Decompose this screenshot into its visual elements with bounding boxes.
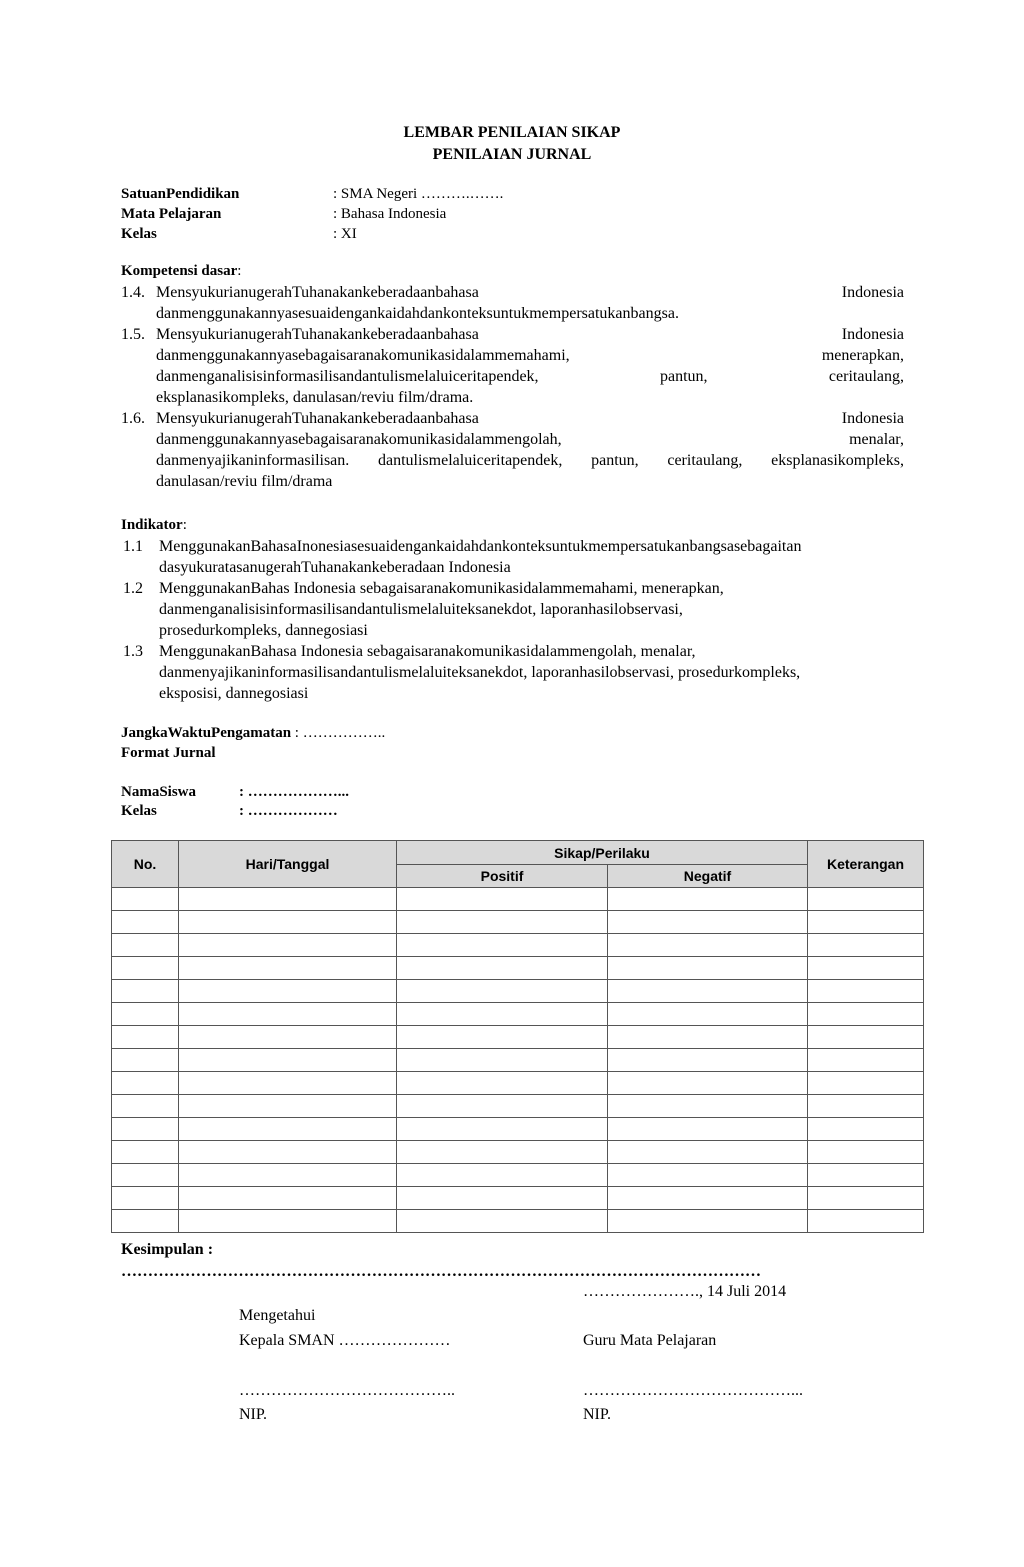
table-row: [112, 1003, 924, 1026]
table-cell: [112, 888, 179, 911]
table-cell: [608, 888, 808, 911]
table-cell: [112, 1118, 179, 1141]
table-cell: [179, 911, 397, 934]
table-row: [112, 888, 924, 911]
item-line: eksplanasikompleks, danulasan/reviu film/drama.: [156, 389, 474, 406]
table-cell: [397, 980, 608, 1003]
table-row: [112, 957, 924, 980]
guru-label: Guru Mata Pelajaran: [583, 1332, 717, 1349]
table-cell: [808, 1187, 924, 1210]
item-line: danulasan/reviu film/drama: [156, 473, 333, 490]
table-cell: [608, 1187, 808, 1210]
table-cell: [112, 1049, 179, 1072]
table-cell: [179, 1118, 397, 1141]
table-row: [112, 1072, 924, 1095]
table-cell: [608, 957, 808, 980]
list-item: [123, 536, 903, 578]
signature-date: …………………., 14 Juli 2014: [583, 1283, 787, 1300]
item-line: MenggunakanBahasa Indonesia sebagaisaranakomunikasidalammengolah, menalar,: [159, 643, 696, 660]
col-header-date: Hari/Tanggal: [179, 841, 397, 888]
table-cell: [808, 1026, 924, 1049]
table-cell: [808, 1210, 924, 1233]
col-header-no: No.: [112, 841, 179, 888]
item-line: danmenggunakannyasebagaisaranakomunikasidalammemahami, menerapkan,: [156, 347, 904, 364]
table-cell: [179, 1187, 397, 1210]
item-line: MensyukurianugerahTuhanakankeberadaanbahasa Indonesia: [156, 326, 904, 343]
mengetahui-label: Mengetahui: [239, 1307, 316, 1324]
indikator-heading: [121, 515, 187, 536]
table-cell: [179, 1026, 397, 1049]
meta-key: Kelas: [121, 226, 157, 242]
item-line: danmenganalisisinformasilisandantulismelaluiceritapendek, pantun, ceritaulang,: [156, 368, 904, 385]
table-cell: [808, 934, 924, 957]
kesimpulan-dots: …………………………………………………………………………………………………………: [121, 1263, 761, 1280]
table-cell: [397, 1003, 608, 1026]
table-cell: [112, 1072, 179, 1095]
table-cell: [179, 888, 397, 911]
table-row: [112, 1210, 924, 1233]
list-item: [123, 578, 903, 641]
table-cell: [179, 1072, 397, 1095]
kepala-sman-label: Kepala SMAN …………………: [239, 1332, 451, 1349]
table-cell: [608, 1118, 808, 1141]
table-cell: [112, 1141, 179, 1164]
table-cell: [397, 1210, 608, 1233]
jangka-value: : ……………..: [294, 725, 386, 741]
table-cell: [397, 957, 608, 980]
table-cell: [808, 1141, 924, 1164]
list-item: [121, 282, 904, 324]
item-line: eksposisi, dannegosiasi: [159, 685, 309, 702]
table-cell: [112, 1003, 179, 1026]
meta-value: : SMA Negeri ……….…….: [333, 186, 504, 202]
indikator-heading-colon: :: [182, 517, 187, 533]
table-cell: [179, 1095, 397, 1118]
table-cell: [397, 1187, 608, 1210]
table-cell: [808, 1118, 924, 1141]
col-header-positif: Positif: [397, 865, 608, 888]
table-row: [112, 1026, 924, 1049]
document-title: LEMBAR PENILAIAN SIKAP: [403, 124, 621, 141]
col-header-sikap: Sikap/Perilaku: [397, 841, 808, 865]
table-cell: [808, 911, 924, 934]
table-cell: [608, 1003, 808, 1026]
item-line: dasyukuratasanugerahTuhanakankeberadaan Indonesia: [159, 559, 511, 576]
table-cell: [608, 1072, 808, 1095]
table-cell: [112, 911, 179, 934]
meta-value: : Bahasa Indonesia: [333, 206, 447, 222]
table-cell: [608, 1210, 808, 1233]
table-cell: [397, 1118, 608, 1141]
jurnal-table: [111, 840, 924, 1233]
table-cell: [608, 1049, 808, 1072]
format-jurnal-label: Format Jurnal: [121, 745, 216, 761]
table-cell: [608, 934, 808, 957]
col-header-negatif: Negatif: [608, 865, 808, 888]
item-line: MensyukurianugerahTuhanakankeberadaanbahasa Indonesia: [156, 284, 904, 301]
list-item: [123, 641, 903, 704]
table-cell: [179, 934, 397, 957]
table-row: [112, 934, 924, 957]
col-header-keterangan: Keterangan: [808, 841, 924, 888]
table-cell: [608, 1164, 808, 1187]
item-number: 1.3: [123, 643, 143, 660]
table-cell: [112, 1210, 179, 1233]
kesimpulan-label: Kesimpulan :: [121, 1241, 214, 1258]
meta-value: : XI: [333, 226, 357, 242]
table-cell: [608, 1026, 808, 1049]
table-cell: [397, 1049, 608, 1072]
table-cell: [112, 1187, 179, 1210]
item-number: 1.4.: [121, 284, 145, 301]
table-cell: [808, 980, 924, 1003]
table-row: [112, 1095, 924, 1118]
table-cell: [808, 1095, 924, 1118]
table-row: [112, 911, 924, 934]
jangka-row: [121, 723, 385, 744]
table-cell: [808, 957, 924, 980]
table-cell: [808, 1164, 924, 1187]
table-row: [112, 1164, 924, 1187]
siswa-value: : ………………...: [239, 784, 349, 800]
item-line: prosedurkompleks, dannegosiasi: [159, 622, 368, 639]
table-cell: [112, 1026, 179, 1049]
table-cell: [397, 1072, 608, 1095]
list-item: [121, 324, 904, 408]
table-cell: [808, 1003, 924, 1026]
item-line: danmenganalisisinformasilisandantulismelaluiteksanekdot, laporanhasilobservasi,: [159, 601, 683, 618]
item-line: danmenyajikaninformasilisandantulismelaluiteksanekdot, laporanhasilobservasi, prosedurkompleks,: [159, 664, 801, 681]
item-number: 1.6.: [121, 410, 145, 427]
siswa-value: : ………………: [239, 803, 338, 819]
document-subtitle: PENILAIAN JURNAL: [432, 146, 592, 163]
table-cell: [808, 1072, 924, 1095]
item-line: MenggunakanBahas Indonesia sebagaisaranakomunikasidalammemahami, menerapkan,: [159, 580, 724, 597]
item-line: MenggunakanBahasaInonesiasesuaidengankaidahdankonteksuntukmempersatukanbangsasebagaitan: [159, 538, 802, 555]
nip-right: NIP.: [583, 1406, 612, 1423]
item-line: MensyukurianugerahTuhanakankeberadaanbahasa Indonesia: [156, 410, 904, 427]
item-number: 1.1: [123, 538, 143, 555]
indikator-heading-label: Indikator: [121, 517, 183, 533]
table-cell: [179, 1141, 397, 1164]
table-cell: [397, 934, 608, 957]
list-item: [121, 408, 904, 492]
meta-key: SatuanPendidikan: [121, 186, 240, 202]
table-cell: [808, 1049, 924, 1072]
table-cell: [397, 911, 608, 934]
table-cell: [808, 888, 924, 911]
nip-left: NIP.: [239, 1406, 268, 1423]
table-cell: [179, 1210, 397, 1233]
table-cell: [397, 888, 608, 911]
item-number: 1.5.: [121, 326, 145, 343]
table-cell: [179, 1003, 397, 1026]
table-cell: [179, 1049, 397, 1072]
table-cell: [179, 980, 397, 1003]
table-cell: [397, 1141, 608, 1164]
table-cell: [112, 934, 179, 957]
table-cell: [112, 1095, 179, 1118]
meta-key: Mata Pelajaran: [121, 206, 222, 222]
table-cell: [179, 957, 397, 980]
item-line: danmenggunakannyasesuaidengankaidahdankonteksuntukmempersatukanbangsa.: [156, 305, 679, 322]
table-row: [112, 1118, 924, 1141]
item-number: 1.2: [123, 580, 143, 597]
table-row: [112, 1187, 924, 1210]
indikator-list: [123, 536, 903, 704]
item-line: danmenyajikaninformasilisan. dantulismelaluiceritapendek, pantun, ceritaulang, eksplanasikompleks,: [156, 452, 904, 469]
kompetensi-heading-label: Kompetensi dasar: [121, 263, 238, 279]
table-cell: [112, 1164, 179, 1187]
table-cell: [112, 957, 179, 980]
table-cell: [112, 980, 179, 1003]
kompetensi-heading-colon: :: [237, 263, 242, 279]
table-row: [112, 1141, 924, 1164]
table-cell: [608, 911, 808, 934]
item-line: danmenggunakannyasebagaisaranakomunikasidalammengolah, menalar,: [156, 431, 904, 448]
table-cell: [179, 1164, 397, 1187]
table-cell: [397, 1164, 608, 1187]
table-row: [112, 1049, 924, 1072]
table-row: [112, 980, 924, 1003]
siswa-key: NamaSiswa: [121, 784, 197, 800]
table-cell: [397, 1026, 608, 1049]
jangka-label: JangkaWaktuPengamatan: [121, 725, 292, 741]
table-body: [112, 888, 924, 1233]
table-cell: [608, 980, 808, 1003]
table-cell: [608, 1095, 808, 1118]
table-cell: [397, 1095, 608, 1118]
siswa-key: Kelas: [121, 803, 157, 819]
left-signature-dots: …………………………………..: [239, 1382, 455, 1399]
kompetensi-heading: [121, 261, 241, 282]
table-cell: [608, 1141, 808, 1164]
kompetensi-list: [121, 282, 904, 492]
right-signature-dots: …………………………………...: [583, 1382, 803, 1399]
